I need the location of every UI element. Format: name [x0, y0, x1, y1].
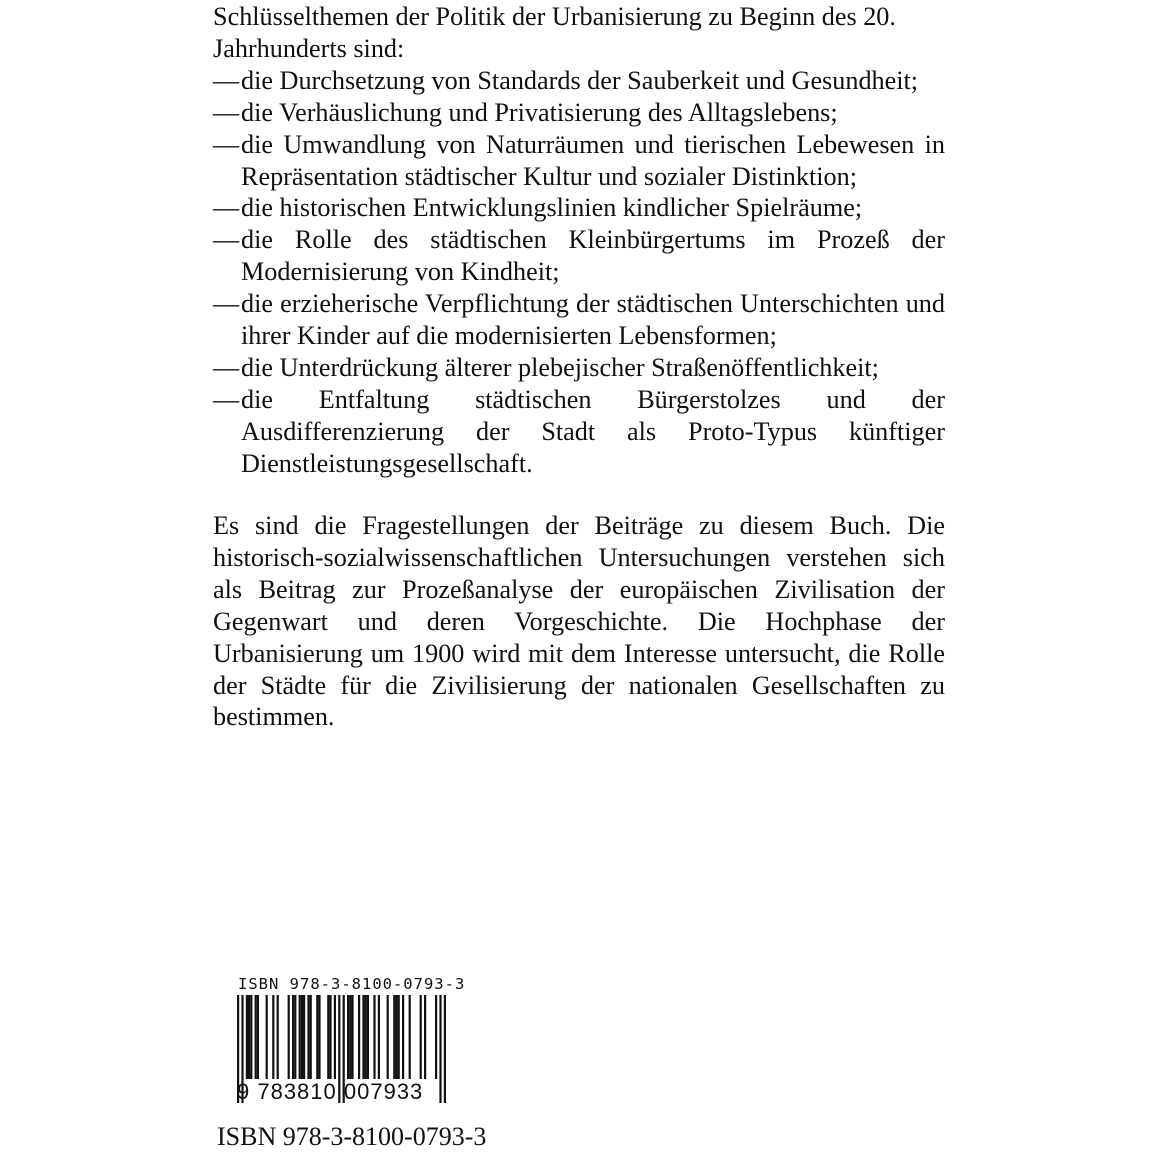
dash-marker: —: [213, 65, 240, 95]
barcode-bar: [318, 995, 320, 1079]
dash-marker: —: [213, 193, 240, 223]
blurb-topics: [213, 1, 945, 480]
barcode-bar: [334, 995, 336, 1079]
barcode-isbn-label: ISBN 978-3-8100-0793-3: [238, 975, 466, 993]
barcode-bar: [393, 995, 395, 1079]
barcode-bar: [301, 995, 303, 1079]
barcode-bar: [307, 995, 309, 1079]
theme-text: die Umwandlung von Naturräumen und tierischen Lebewesen in Repräsentation städtischer Kultur und sozialer Distinktion;: [241, 129, 945, 191]
blurb-paragraph: Es sind die Fragestellungen der Beiträge zu diesem Buch. Die historisch-sozialwissenschaftlichen Untersuchungen verstehen sich als Beitrag zur Prozeßanalyse der europäischen Zivilisation der Gegenwart und deren Vorgeschichte. Die Hochphase der Urbanisierung um 1900 wird mit dem Interesse untersucht, die Rolle der Städte für die Zivilisierung der nationalen Gesellschaften zu bestimmen.: [213, 511, 945, 732]
barcode-bar: [387, 995, 389, 1079]
theme-text: die erzieherische Verpflichtung der städtischen Unterschichten und ihrer Kinder auf die modernisierten Lebensformen;: [241, 289, 945, 351]
barcode-bar: [420, 995, 422, 1079]
barcode-bar: [257, 995, 259, 1079]
theme-item: [213, 97, 945, 129]
barcode-bar: [365, 995, 367, 1079]
barcode-bar: [398, 995, 400, 1079]
theme-item: [213, 352, 945, 384]
dash-marker: —: [213, 225, 240, 255]
theme-item: [213, 192, 945, 224]
barcode-bar: [255, 995, 257, 1079]
barcode-bar: [288, 995, 290, 1079]
isbn-footer: ISBN 978-3-8100-0793-3: [217, 1122, 487, 1151]
theme-text: die Unterdrückung älterer plebejischer Straßenöffentlichkeit;: [241, 352, 879, 382]
barcode-bar: [402, 995, 404, 1079]
barcode-bar: [299, 995, 301, 1079]
theme-item: [213, 384, 945, 480]
barcode-bar: [347, 995, 349, 1079]
barcode-bar: [358, 995, 360, 1079]
barcode-bar: [292, 995, 294, 1079]
barcode-bar: [310, 995, 312, 1079]
barcode-bar: [439, 995, 441, 1103]
intro-line: Schlüsselthemen der Politik der Urbanisierung zu Beginn des 20.: [213, 2, 896, 31]
barcode-digits: 9 783810 007933: [237, 1079, 424, 1104]
barcode-bar: [266, 995, 268, 1079]
barcode-bar: [250, 995, 252, 1079]
barcode-bar: [329, 995, 331, 1079]
dash-marker: —: [213, 97, 240, 127]
dash-marker: —: [213, 289, 240, 319]
barcode-bar: [316, 995, 318, 1079]
theme-text: die Rolle des städtischen Kleinbürgertums im Prozeß der Modernisierung von Kindheit;: [241, 225, 945, 287]
theme-list: [213, 65, 945, 480]
dash-marker: —: [213, 352, 240, 382]
barcode-bar: [444, 995, 446, 1103]
barcode-bar: [409, 995, 411, 1079]
barcode-bar: [294, 995, 296, 1079]
barcode-bar: [351, 995, 353, 1079]
theme-item: [213, 288, 945, 352]
barcode-bar: [327, 995, 329, 1079]
theme-text: die Verhäuslichung und Privatisierung des Alltagslebens;: [241, 97, 838, 127]
intro-line: Jahrhunderts sind:: [213, 33, 405, 63]
barcode-bar: [277, 995, 279, 1079]
theme-text: die historischen Entwicklungslinien kindlicher Spielräume;: [241, 193, 863, 223]
barcode-bar: [378, 995, 380, 1079]
theme-text: die Durchsetzung von Standards der Sauberkeit und Gesundheit;: [241, 65, 919, 95]
barcode-bar: [395, 995, 397, 1079]
theme-text: die Entfaltung städtischen Bürgerstolzes und der Ausdifferenzierung der Stadt als Proto-Typus künftiger Dienstleistungsgesellschaft.: [241, 384, 945, 478]
barcode-bar: [373, 995, 375, 1079]
barcode-bar: [272, 995, 274, 1079]
barcode-bar: [248, 995, 250, 1079]
barcode-bar: [246, 995, 248, 1079]
barcode-bar: [424, 995, 426, 1079]
theme-item: [213, 224, 945, 288]
barcode-bar: [349, 995, 351, 1079]
theme-item: [213, 129, 945, 193]
barcode-bar: [435, 995, 437, 1079]
theme-item: [213, 65, 945, 97]
barcode-bar: [362, 995, 364, 1079]
barcode-bar: [367, 995, 369, 1079]
dash-marker: —: [213, 384, 240, 414]
barcode-bar: [303, 995, 305, 1079]
dash-marker: —: [213, 129, 240, 159]
